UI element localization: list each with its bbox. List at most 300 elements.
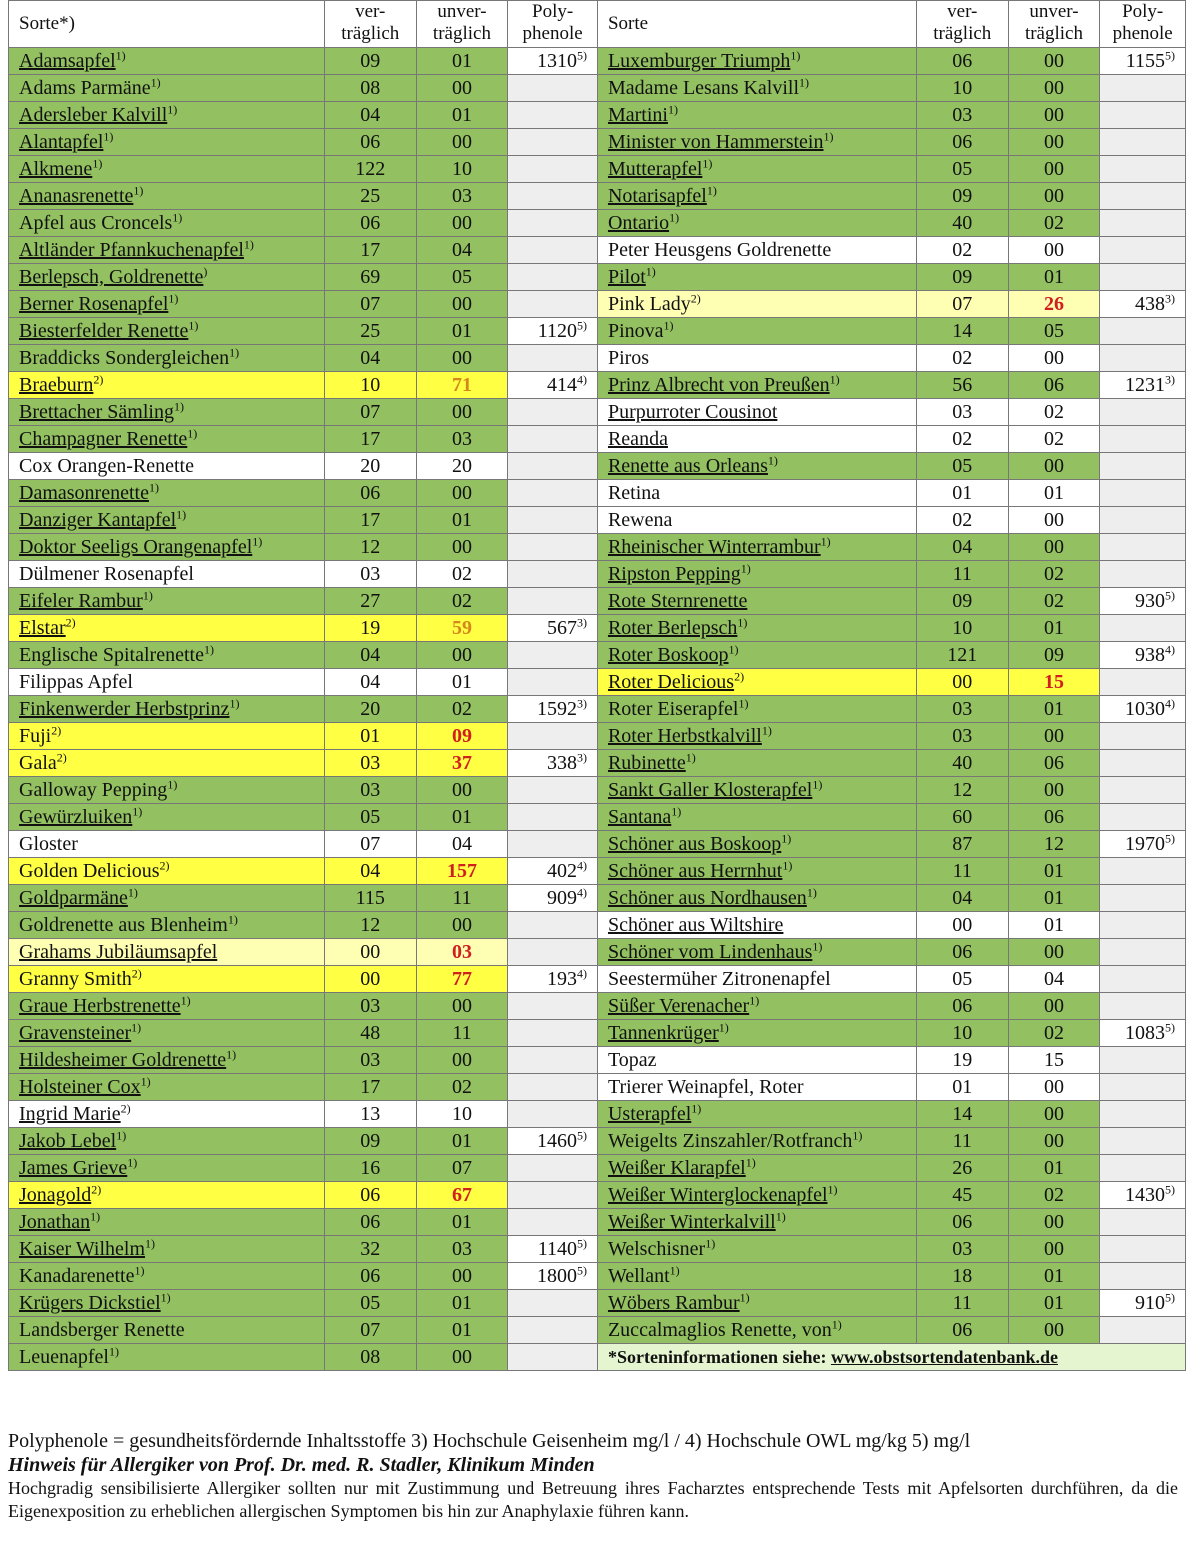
vertraeglich-cell (324, 642, 416, 669)
vertraeglich-cell-value: 04 (360, 347, 381, 369)
vertraeglich-cell (324, 102, 416, 129)
vertraeglich-cell (324, 939, 416, 966)
polyphenole-cell (1100, 507, 1186, 534)
polyphenole-source-ref: 5) (576, 1263, 587, 1278)
variety-name-left (9, 858, 325, 885)
variety-name-left (9, 750, 325, 777)
variety-name-text[interactable]: Jonathan (19, 1211, 91, 1233)
polyphenole-cell (508, 534, 598, 561)
variety-name-text[interactable]: Mutterapfel (607, 158, 703, 180)
unvertraeglich-cell-value: 02 (1043, 401, 1064, 423)
unvertraeglich-cell (416, 696, 508, 723)
unvertraeglich-cell-value: 00 (1043, 1238, 1064, 1260)
variety-name-left (9, 1155, 325, 1182)
vertraeglich-cell (916, 831, 1008, 858)
vertraeglich-cell-value: 00 (360, 941, 381, 963)
variety-name-text[interactable]: Minister von Hammerstein (607, 131, 824, 153)
unvertraeglich-cell (1008, 966, 1100, 993)
unvertraeglich-cell-value: 01 (451, 1292, 472, 1314)
variety-name-text[interactable]: Kaiser Wilhelm (19, 1238, 146, 1260)
variety-name-right (597, 426, 916, 453)
vertraeglich-cell (916, 534, 1008, 561)
polyphenole-cell (1100, 237, 1186, 264)
variety-name-text[interactable]: Roter Boskoop (607, 644, 729, 666)
table-row (9, 1020, 1186, 1047)
vertraeglich-cell (324, 318, 416, 345)
variety-name-text[interactable]: Elstar (19, 617, 66, 639)
variety-name-left (9, 1047, 325, 1074)
unvertraeglich-cell (416, 210, 508, 237)
unvertraeglich-cell-value: 01 (1043, 617, 1064, 639)
variety-name-text[interactable]: Weißer Klarapfel (607, 1157, 746, 1179)
vertraeglich-cell (916, 129, 1008, 156)
variety-name-text[interactable]: Rote Sternrenette (607, 590, 748, 612)
polyphenole-source-ref: 3) (1165, 372, 1175, 387)
footnote-ref: 1) (172, 210, 183, 225)
footnote-ref: 2) (690, 291, 701, 306)
footnote-ref: 1) (728, 642, 739, 657)
polyphenole-cell (508, 129, 598, 156)
unvertraeglich-cell (1008, 777, 1100, 804)
vertraeglich-cell (324, 1344, 416, 1371)
vertraeglich-cell (324, 1209, 416, 1236)
variety-name-text[interactable]: Sankt Galler Klosterapfel (607, 779, 813, 801)
unvertraeglich-cell (416, 723, 508, 750)
variety-name-text[interactable]: Prinz Albrecht von Preußen (607, 374, 830, 396)
variety-name-text[interactable]: Tannenkrüger (607, 1022, 719, 1044)
unvertraeglich-cell-value: 00 (1043, 185, 1064, 207)
unvertraeglich-cell (1008, 669, 1100, 696)
footnote-ref: 1) (691, 1101, 702, 1116)
variety-name-text[interactable]: Altländer Pfannkuchenapfel (19, 239, 244, 261)
unvertraeglich-cell-value: 01 (451, 671, 472, 693)
variety-name-text[interactable]: Champagner Renette (19, 428, 188, 450)
polyphenole-value: 910 (1135, 1292, 1165, 1314)
vertraeglich-cell (916, 156, 1008, 183)
footer-allergy-heading: Hinweis für Allergiker von Prof. Dr. med. R. Stadler, Klinikum Minden (8, 1454, 595, 1476)
variety-name-text[interactable]: Adersleber Kalvill (19, 104, 168, 126)
variety-name-text[interactable]: Süßer Verenacher (607, 995, 750, 1017)
variety-name-right (597, 858, 916, 885)
variety-name-left (9, 453, 325, 480)
vertraeglich-cell-value: 03 (360, 995, 381, 1017)
variety-name-left (9, 1074, 325, 1101)
variety-name-right (597, 588, 916, 615)
polyphenole-value: 567 (546, 617, 577, 639)
variety-name-text[interactable]: Schöner aus Herrnhut (607, 860, 783, 882)
unvertraeglich-cell (416, 129, 508, 156)
header-sorte-right: Sorte (597, 1, 916, 48)
variety-name-text[interactable]: Notarisapfel (607, 185, 707, 207)
unvertraeglich-cell (1008, 264, 1100, 291)
footnote-ref: 1) (669, 210, 680, 225)
polyphenole-cell (1100, 750, 1186, 777)
unvertraeglich-cell-value: 00 (1043, 104, 1064, 126)
unvertraeglich-cell-value: 00 (451, 1265, 472, 1287)
table-row (9, 615, 1186, 642)
vertraeglich-cell (916, 696, 1008, 723)
unvertraeglich-cell (1008, 1074, 1100, 1101)
vertraeglich-cell-value: 10 (952, 1022, 973, 1044)
variety-name-right (597, 696, 916, 723)
variety-name-text: Wellant (607, 1265, 670, 1287)
variety-name-right (597, 615, 916, 642)
vertraeglich-cell-value: 09 (952, 590, 973, 612)
vertraeglich-cell-value: 00 (952, 671, 973, 693)
variety-name-text[interactable]: Roter Berlepsch (607, 617, 738, 639)
variety-name-text: Topaz (607, 1049, 657, 1071)
unvertraeglich-cell (1008, 804, 1100, 831)
vertraeglich-cell-value: 10 (952, 77, 973, 99)
footnote-ref: 2) (159, 858, 170, 873)
variety-name-text: Fuji (19, 725, 52, 747)
variety-name-text[interactable]: Pilot (607, 266, 646, 288)
polyphenole-cell (1100, 858, 1186, 885)
vertraeglich-cell (324, 1236, 416, 1263)
variety-name-text[interactable]: Adamsapfel (19, 50, 116, 72)
variety-name-text[interactable]: Roter Herbstkalvill (607, 725, 762, 747)
unvertraeglich-cell-value: 00 (451, 293, 472, 315)
unvertraeglich-cell-value: 04 (451, 239, 472, 261)
vertraeglich-cell (324, 291, 416, 318)
variety-name-text: Welschisner (607, 1238, 706, 1260)
polyphenole-cell (508, 48, 598, 75)
table-row (9, 291, 1186, 318)
unvertraeglich-cell-value: 06 (1043, 752, 1064, 774)
variety-name-right (597, 1020, 916, 1047)
footnote-ref: 1) (173, 399, 184, 414)
unvertraeglich-cell (1008, 291, 1100, 318)
vertraeglich-cell-value: 07 (360, 401, 381, 423)
footnote-ref: 1) (761, 723, 772, 738)
variety-name-text[interactable]: Schöner vom Lindenhaus (607, 941, 813, 963)
polyphenole-cell (508, 75, 598, 102)
vertraeglich-cell (916, 1101, 1008, 1128)
vertraeglich-cell (324, 210, 416, 237)
variety-name-text[interactable]: Schöner aus Boskoop (607, 833, 782, 855)
footnote-ref: 1) (116, 1128, 127, 1143)
vertraeglich-cell (916, 939, 1008, 966)
variety-name-text[interactable]: Renette aus Orleans (607, 455, 768, 477)
unvertraeglich-cell (416, 318, 508, 345)
unvertraeglich-cell (416, 1236, 508, 1263)
table-row (9, 1128, 1186, 1155)
footnote-ref: 2) (93, 372, 104, 387)
vertraeglich-cell-value: 16 (360, 1157, 381, 1179)
variety-name-text[interactable]: Finkenwerder Herbstprinz (19, 698, 230, 720)
vertraeglich-cell-value: 87 (952, 833, 973, 855)
footnote-ref: 1) (767, 453, 778, 468)
vertraeglich-cell-value: 02 (952, 347, 973, 369)
vertraeglich-cell (324, 1074, 416, 1101)
footer-polyphenole-legend: Polyphenole = gesundheitsfördernde Inhaltsstoffe 3) Hochschule Geisenheim mg/l / 4) Hochschule OWL mg/kg 5) mg/l (8, 1430, 971, 1452)
variety-name-text[interactable]: Doktor Seeligs Orangenapfel (19, 536, 253, 558)
variety-name-text[interactable]: Purpurroter Cousinot (607, 401, 778, 423)
variety-name-text: Goldrenette aus Blenheim (19, 914, 228, 936)
variety-name-text[interactable]: Jakob Lebel (19, 1130, 117, 1152)
vertraeglich-cell (324, 264, 416, 291)
polyphenole-cell (508, 1101, 598, 1128)
table-row (9, 48, 1186, 75)
sorten-info-link[interactable]: www.obstsortendatenbank.de (830, 1347, 1058, 1367)
vertraeglich-cell (916, 1155, 1008, 1182)
unvertraeglich-cell (1008, 696, 1100, 723)
variety-name-right (597, 156, 916, 183)
variety-name-text: Seestermüher Zitronenapfel (607, 968, 831, 990)
polyphenole-cell (1100, 777, 1186, 804)
variety-name-text[interactable]: Graue Herbstrenette (19, 995, 181, 1017)
variety-name-text[interactable]: Eifeler Rambur (19, 590, 143, 612)
polyphenole-value: 438 (1135, 293, 1165, 315)
unvertraeglich-cell-value: 02 (451, 563, 472, 585)
polyphenole-cell (1100, 264, 1186, 291)
variety-name-text[interactable]: Santana (607, 806, 672, 828)
variety-name-text[interactable]: Martini (607, 104, 668, 126)
table-row (9, 831, 1186, 858)
unvertraeglich-cell (416, 1317, 508, 1344)
variety-name-text[interactable]: Brettacher Sämling (19, 401, 174, 423)
polyphenole-source-ref: 3) (576, 750, 587, 765)
variety-name-text[interactable]: Berlepsch, Goldrenette (19, 266, 204, 288)
variety-name-left (9, 156, 325, 183)
variety-name-right (597, 48, 916, 75)
variety-name-left (9, 1317, 325, 1344)
variety-name-text[interactable]: James Grieve (19, 1157, 128, 1179)
variety-name-text: Trierer Weinapfel, Roter (607, 1076, 804, 1098)
variety-name-right (597, 183, 916, 210)
variety-name-text: Englische Spitalrenette (19, 644, 204, 666)
variety-name-text[interactable]: Biesterfelder Renette (19, 320, 189, 342)
unvertraeglich-cell (416, 993, 508, 1020)
unvertraeglich-cell-value: 04 (451, 833, 472, 855)
footnote-ref: 1) (131, 1020, 142, 1035)
variety-name-text[interactable]: Jonagold (19, 1184, 92, 1206)
variety-name-text[interactable]: Weißer Winterglockenapfel (607, 1184, 828, 1206)
unvertraeglich-cell-value: 01 (451, 1211, 472, 1233)
unvertraeglich-cell (416, 1047, 508, 1074)
vertraeglich-cell (324, 912, 416, 939)
unvertraeglich-cell (1008, 939, 1100, 966)
variety-name-text[interactable]: Luxemburger Triumph (607, 50, 791, 72)
vertraeglich-cell (916, 1182, 1008, 1209)
variety-name-text[interactable]: Roter Delicious (607, 671, 735, 693)
variety-name-text[interactable]: Damasonrenette (19, 482, 149, 504)
vertraeglich-cell (324, 858, 416, 885)
vertraeglich-cell-value: 06 (952, 941, 973, 963)
footnote-ref: 1) (740, 561, 751, 576)
variety-name-text[interactable]: Berner Rosenapfel (19, 293, 169, 315)
polyphenole-cell (1100, 291, 1186, 318)
vertraeglich-cell (916, 318, 1008, 345)
variety-name-text[interactable]: Holsteiner Cox (19, 1076, 141, 1098)
unvertraeglich-cell-value: 01 (451, 806, 472, 828)
unvertraeglich-cell-value: 12 (1043, 833, 1064, 855)
footnote-ref: 1) (103, 129, 114, 144)
polyphenole-cell (508, 318, 598, 345)
footnote-ref: 1) (227, 912, 238, 927)
variety-name-text[interactable]: Hildesheimer Goldrenette (19, 1049, 227, 1071)
unvertraeglich-cell-value: 00 (451, 347, 472, 369)
variety-name-right (597, 1047, 916, 1074)
footnote-ref: 1) (148, 480, 159, 495)
table-row (9, 669, 1186, 696)
variety-name-left (9, 129, 325, 156)
vertraeglich-cell (916, 912, 1008, 939)
variety-name-text[interactable]: Alkmene (19, 158, 93, 180)
vertraeglich-cell-value: 04 (952, 887, 973, 909)
variety-name-text[interactable]: Goldparmäne (19, 887, 128, 909)
variety-name-right (597, 804, 916, 831)
variety-name-text[interactable]: Rheinischer Winterrambur (607, 536, 821, 558)
variety-name-text[interactable]: Grahams Jubiläumsapfel (19, 941, 218, 963)
variety-name-left (9, 48, 325, 75)
vertraeglich-cell (916, 1263, 1008, 1290)
unvertraeglich-cell-value: 00 (451, 914, 472, 936)
variety-name-text[interactable]: Reanda (607, 428, 668, 450)
vertraeglich-cell-value: 06 (952, 50, 973, 72)
polyphenole-cell (1100, 696, 1186, 723)
unvertraeglich-cell-value: 02 (1043, 428, 1064, 450)
polyphenole-cell (508, 966, 598, 993)
unvertraeglich-cell (416, 345, 508, 372)
unvertraeglich-cell-value: 00 (1043, 347, 1064, 369)
polyphenole-cell (508, 1155, 598, 1182)
vertraeglich-cell (916, 1020, 1008, 1047)
vertraeglich-cell (916, 561, 1008, 588)
footnote-ref: 1) (150, 75, 161, 90)
unvertraeglich-cell (1008, 426, 1100, 453)
unvertraeglich-cell (416, 102, 508, 129)
variety-name-text[interactable]: Gravensteiner (19, 1022, 132, 1044)
table-row (9, 966, 1186, 993)
variety-name-left (9, 399, 325, 426)
footnote-ref: 1) (132, 804, 143, 819)
vertraeglich-cell-value: 04 (360, 671, 381, 693)
unvertraeglich-cell (416, 480, 508, 507)
variety-name-text[interactable]: Ontario (607, 212, 670, 234)
table-row (9, 156, 1186, 183)
polyphenole-cell (1100, 993, 1186, 1020)
vertraeglich-cell-value: 40 (952, 752, 973, 774)
unvertraeglich-cell (1008, 1020, 1100, 1047)
variety-name-left (9, 102, 325, 129)
vertraeglich-cell-value: 07 (360, 1319, 381, 1341)
unvertraeglich-cell (1008, 534, 1100, 561)
footnote-ref: 1) (115, 48, 126, 63)
variety-name-text[interactable]: Ananasrenette (19, 185, 134, 207)
vertraeglich-cell-value: 05 (952, 968, 973, 990)
variety-name-text[interactable]: Alantapfel (19, 131, 104, 153)
header-row (9, 1, 1186, 48)
footnote-ref: 1) (168, 291, 179, 306)
variety-name-left (9, 804, 325, 831)
variety-name-text[interactable]: Schöner aus Wiltshire (607, 914, 784, 936)
unvertraeglich-cell (416, 156, 508, 183)
polyphenole-source-ref: 5) (1165, 48, 1175, 63)
variety-name-text: Gloster (19, 833, 78, 855)
polyphenole-cell (1100, 1020, 1186, 1047)
unvertraeglich-cell-value: 10 (451, 1103, 472, 1125)
unvertraeglich-cell-value: 01 (1043, 1265, 1064, 1287)
variety-name-text: Gala (19, 752, 57, 774)
variety-name-right (597, 885, 916, 912)
variety-name-text[interactable]: Weißer Winterkalvill (607, 1211, 776, 1233)
footnote-ref: 1) (671, 804, 682, 819)
variety-name-left (9, 777, 325, 804)
variety-name-text[interactable]: Usterapfel (607, 1103, 692, 1125)
variety-name-text: Filippas Apfel (19, 671, 133, 693)
variety-name-text[interactable]: Wöbers Rambur (607, 1292, 740, 1314)
vertraeglich-cell-value: 04 (360, 644, 381, 666)
footnote-ref: 1) (142, 588, 153, 603)
vertraeglich-cell-value: 03 (360, 563, 381, 585)
polyphenole-value: 1140 (537, 1238, 577, 1260)
variety-name-text[interactable]: Ingrid Marie (19, 1103, 121, 1125)
unvertraeglich-cell-value: 67 (451, 1184, 472, 1206)
unvertraeglich-cell (416, 1101, 508, 1128)
polyphenole-source-ref: 5) (576, 318, 587, 333)
polyphenole-source-ref: 5) (1165, 588, 1175, 603)
vertraeglich-cell-value: 20 (360, 455, 381, 477)
vertraeglich-cell (324, 75, 416, 102)
unvertraeglich-cell-value: 00 (451, 779, 472, 801)
footnote-ref: 1) (718, 1020, 729, 1035)
variety-name-right (597, 453, 916, 480)
unvertraeglich-cell (416, 885, 508, 912)
polyphenole-source-ref: 4) (576, 966, 587, 981)
unvertraeglich-cell-value: 15 (1043, 1049, 1064, 1071)
vertraeglich-cell-value: 00 (360, 968, 381, 990)
unvertraeglich-cell-value: 01 (451, 1319, 472, 1341)
variety-name-text[interactable]: Schöner aus Nordhausen (607, 887, 807, 909)
variety-name-text: Retina (607, 482, 661, 504)
vertraeglich-cell-value: 01 (952, 482, 973, 504)
vertraeglich-cell-value: 03 (952, 698, 973, 720)
polyphenole-cell (1100, 966, 1186, 993)
table-row (9, 1182, 1186, 1209)
polyphenole-cell (1100, 939, 1186, 966)
variety-name-text[interactable]: Rubinette (607, 752, 686, 774)
vertraeglich-cell (324, 48, 416, 75)
variety-name-text: Peter Heusgens Goldrenette (607, 239, 832, 261)
unvertraeglich-cell (416, 750, 508, 777)
vertraeglich-cell (916, 1317, 1008, 1344)
polyphenole-cell (508, 696, 598, 723)
variety-name-text[interactable]: Gewürzluiken (19, 806, 133, 828)
footnote-ref: 1) (160, 1290, 171, 1305)
polyphenole-cell (1100, 345, 1186, 372)
polyphenole-source-ref: 5) (1165, 1020, 1175, 1035)
vertraeglich-cell-value: 02 (952, 428, 973, 450)
polyphenole-cell (508, 642, 598, 669)
table-row (9, 1344, 1186, 1371)
variety-name-text[interactable]: Danziger Kantapfel (19, 509, 177, 531)
vertraeglich-cell-value: 25 (360, 185, 381, 207)
unvertraeglich-cell (416, 534, 508, 561)
polyphenole-cell (508, 1020, 598, 1047)
variety-name-text: Pink Lady (607, 293, 691, 315)
polyphenole-cell (1100, 1290, 1186, 1317)
variety-name-left (9, 1290, 325, 1317)
polyphenole-cell (1100, 534, 1186, 561)
vertraeglich-cell (916, 642, 1008, 669)
unvertraeglich-cell-value: 15 (1043, 671, 1064, 693)
variety-name-text[interactable]: Braeburn (19, 374, 94, 396)
variety-name-text[interactable]: Krügers Dickstiel (19, 1292, 161, 1314)
variety-name-left (9, 480, 325, 507)
unvertraeglich-cell (1008, 993, 1100, 1020)
variety-name-text[interactable]: Ripston Pepping (607, 563, 741, 585)
